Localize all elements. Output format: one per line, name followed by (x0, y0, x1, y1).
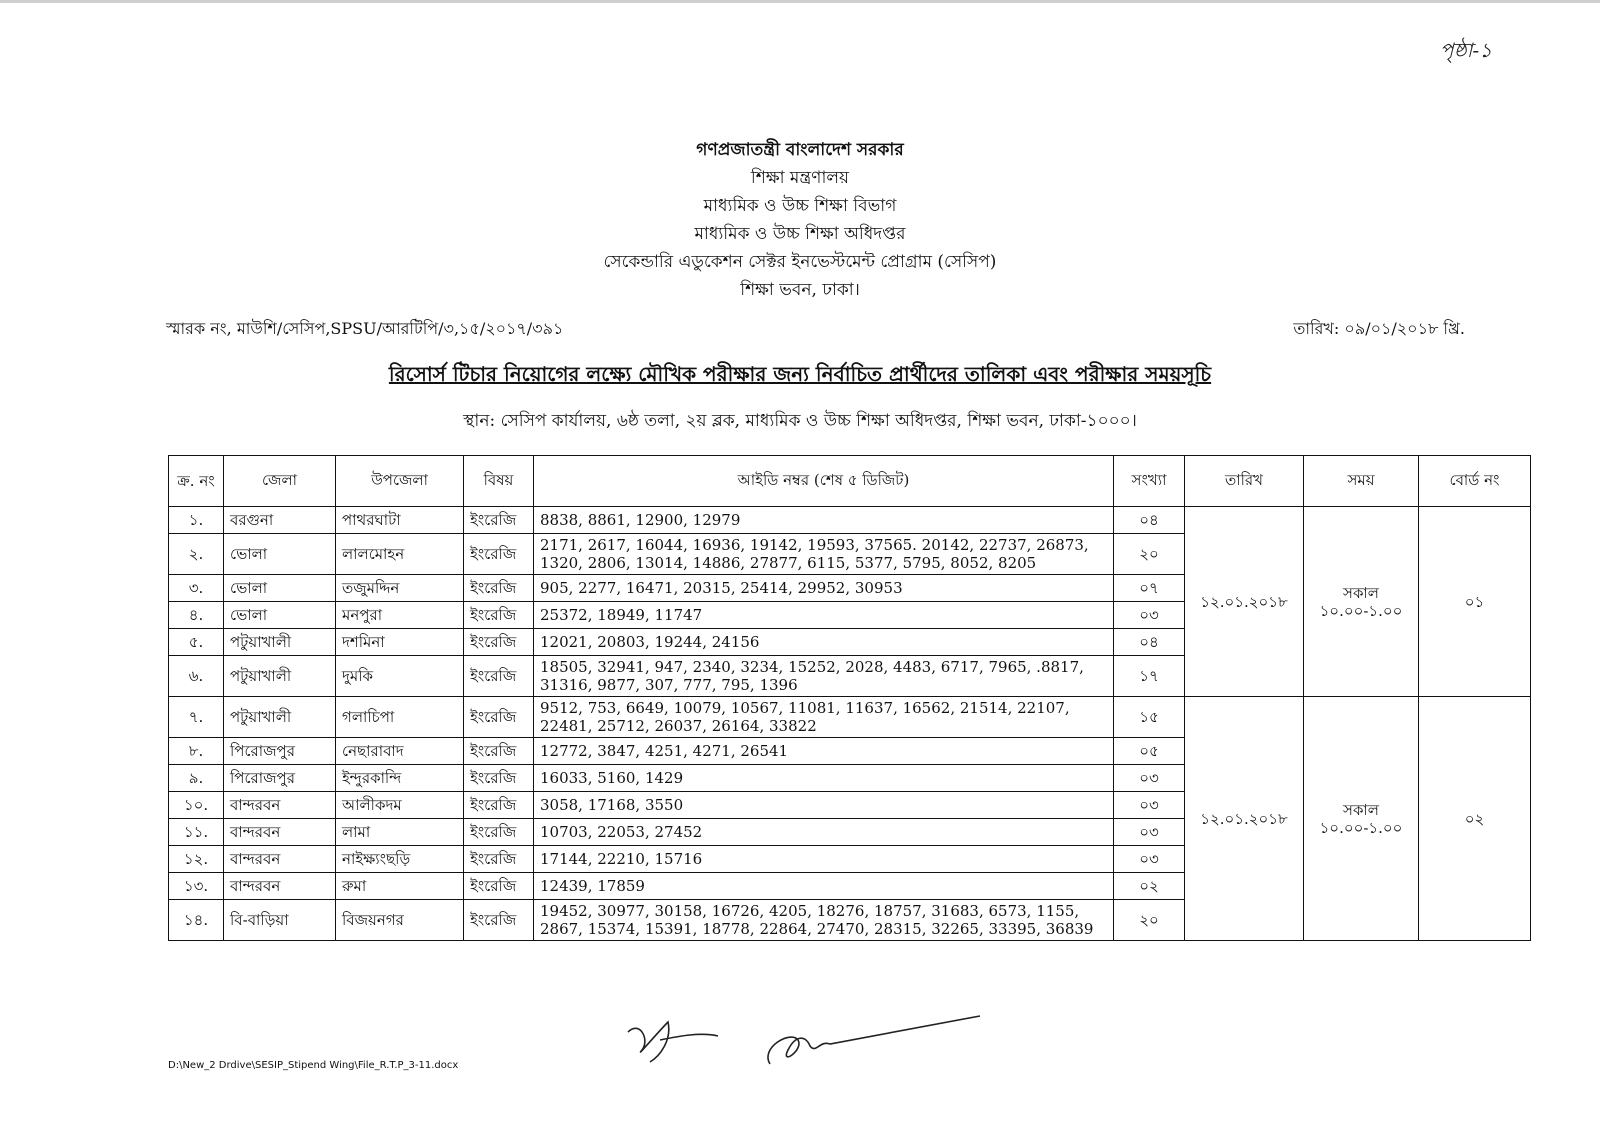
cell-ids: 12021, 20803, 19244, 24156 (534, 629, 1114, 656)
cell-ids: 18505, 32941, 947, 2340, 3234, 15252, 2028, 4483, 6717, 7965, .8817, 31316, 9877, 307, 777, 795, 1396 (534, 656, 1114, 697)
cell-district: পিরোজপুর (224, 765, 336, 792)
group-1-date: ১২.০১.২০১৮ (1185, 507, 1304, 697)
cell-upazila: আলীকদম (336, 792, 464, 819)
cell-subject: ইংরেজি (464, 846, 534, 873)
cell-count: ০২ (1114, 873, 1185, 900)
cell-serial: ১. (169, 507, 224, 534)
cell-count: ১৫ (1114, 697, 1185, 738)
cell-count: ২০ (1114, 900, 1185, 941)
header-ids: আইডি নম্বর (শেষ ৫ ডিজিট) (534, 456, 1114, 507)
cell-count: ০৩ (1114, 765, 1185, 792)
cell-serial: ৮. (169, 738, 224, 765)
cell-district: ভোলা (224, 602, 336, 629)
cell-serial: ৪. (169, 602, 224, 629)
cell-upazila: ইন্দুরকান্দি (336, 765, 464, 792)
cell-count: ০৭ (1114, 575, 1185, 602)
cell-subject: ইংরেজি (464, 575, 534, 602)
cell-serial: ২. (169, 534, 224, 575)
cell-ids: 12439, 17859 (534, 873, 1114, 900)
header-serial: ক্র. নং (169, 456, 224, 507)
cell-district: বান্দরবন (224, 873, 336, 900)
cell-count: ০৪ (1114, 629, 1185, 656)
header-board: বোর্ড নং (1419, 456, 1531, 507)
cell-district: বি-বাড়িয়া (224, 900, 336, 941)
cell-ids: 3058, 17168, 3550 (534, 792, 1114, 819)
cell-upazila: বিজয়নগর (336, 900, 464, 941)
signature-right (768, 1016, 980, 1064)
memo-number: স্মারক নং, মাউশি/সেসিপ,SPSU/আরটিপি/৩,১৫/২০১৭/৩৯১ (166, 319, 564, 338)
cell-upazila: পাথরঘাটা (336, 507, 464, 534)
schedule-table (168, 455, 1531, 941)
page-number-mark: পৃষ্ঠা-১ (1440, 38, 1493, 62)
group-1-time-label: সকাল (1343, 583, 1379, 602)
header-ministry: শিক্ষা মন্ত্রণালয় (750, 168, 850, 188)
cell-district: পটুয়াখালী (224, 697, 336, 738)
signature-left (628, 1022, 718, 1062)
cell-subject: ইংরেজি (464, 507, 534, 534)
group-2-board: ০২ (1419, 697, 1531, 941)
cell-district: ভোলা (224, 575, 336, 602)
cell-count: ০৪ (1114, 507, 1185, 534)
cell-upazila: দশমিনা (336, 629, 464, 656)
top-border-line (0, 0, 1600, 3)
cell-count: ০৩ (1114, 602, 1185, 629)
cell-district: বান্দরবন (224, 792, 336, 819)
header-program: সেকেন্ডারি এডুকেশন সেক্টর ইনভেস্টমেন্ট প্রোগ্রাম (সেসিপ) (603, 252, 997, 272)
document-date: তারিখ: ০৯/০১/২০১৮ খ্রি. (1293, 319, 1465, 338)
cell-subject: ইংরেজি (464, 819, 534, 846)
letterhead (0, 136, 1600, 304)
cell-serial: ১২. (169, 846, 224, 873)
cell-upazila: লালমোহন (336, 534, 464, 575)
cell-ids: 10703, 22053, 27452 (534, 819, 1114, 846)
cell-district: পটুয়াখালী (224, 629, 336, 656)
cell-serial: ১৪. (169, 900, 224, 941)
cell-district: ভোলা (224, 534, 336, 575)
cell-subject: ইংরেজি (464, 873, 534, 900)
cell-subject: ইংরেজি (464, 697, 534, 738)
header-address: শিক্ষা ভবন, ঢাকা। (740, 280, 860, 300)
header-government: গণপ্রজাতন্ত্রী বাংলাদেশ সরকার (696, 140, 904, 160)
cell-upazila: নাইক্ষ্যংছড়ি (336, 846, 464, 873)
header-time: সময় (1304, 456, 1419, 507)
table-row (169, 697, 1531, 738)
cell-district: পটুয়াখালী (224, 656, 336, 697)
document-title: রিসোর্স টিচার নিয়োগের লক্ষ্যে মৌখিক পরীক্ষার জন্য নির্বাচিত প্রার্থীদের তালিকা এবং পরীক্ষার সময়সূচি (388, 362, 1212, 386)
cell-ids: 17144, 22210, 15716 (534, 846, 1114, 873)
header-upazila: উপজেলা (336, 456, 464, 507)
cell-upazila: গলাচিপা (336, 697, 464, 738)
exam-venue: স্থান: সেসিপ কার্যালয়, ৬ষ্ঠ তলা, ২য় ব্লক, মাধ্যমিক ও উচ্চ শিক্ষা অধিদপ্তর, শিক্ষা ভবন, ঢাকা-১০০০। (463, 411, 1137, 431)
file-path-footer: D:\New_2 Drdive\SESIP_Stipend Wing\File_R.T.P_3-11.docx (168, 1060, 459, 1071)
cell-serial: ৫. (169, 629, 224, 656)
cell-district: পিরোজপুর (224, 738, 336, 765)
cell-subject: ইংরেজি (464, 629, 534, 656)
header-district: জেলা (224, 456, 336, 507)
header-directorate: মাধ্যমিক ও উচ্চ শিক্ষা অধিদপ্তর (694, 224, 906, 244)
cell-upazila: মনপুরা (336, 602, 464, 629)
header-count: সংখ্যা (1114, 456, 1185, 507)
cell-serial: ১৩. (169, 873, 224, 900)
cell-count: ০৩ (1114, 846, 1185, 873)
cell-count: ০৫ (1114, 738, 1185, 765)
cell-ids: 2171, 2617, 16044, 16936, 19142, 19593, 37565. 20142, 22737, 26873, 1320, 2806, 13014, 14886, 27877, 6115, 5377, 5795, 8052, 8205 (534, 534, 1114, 575)
group-2-time-label: সকাল (1343, 800, 1379, 819)
cell-subject: ইংরেজি (464, 900, 534, 941)
header-subject: বিষয় (464, 456, 534, 507)
cell-serial: ১০. (169, 792, 224, 819)
cell-district: বান্দরবন (224, 846, 336, 873)
cell-subject: ইংরেজি (464, 792, 534, 819)
cell-count: ১৭ (1114, 656, 1185, 697)
cell-upazila: নেছারাবাদ (336, 738, 464, 765)
cell-ids: 905, 2277, 16471, 20315, 25414, 29952, 30953 (534, 575, 1114, 602)
cell-upazila: তজুমদ্দিন (336, 575, 464, 602)
group-1-board: ০১ (1419, 507, 1531, 697)
cell-ids: 12772, 3847, 4251, 4271, 26541 (534, 738, 1114, 765)
group-2-date: ১২.০১.২০১৮ (1185, 697, 1304, 941)
table-row (169, 507, 1531, 534)
cell-upazila: লামা (336, 819, 464, 846)
signatures (620, 1010, 1040, 1080)
cell-ids: 8838, 8861, 12900, 12979 (534, 507, 1114, 534)
cell-count: ০৩ (1114, 792, 1185, 819)
cell-serial: ৯. (169, 765, 224, 792)
cell-subject: ইংরেজি (464, 602, 534, 629)
cell-ids: 9512, 753, 6649, 10079, 10567, 11081, 11637, 16562, 21514, 22107, 22481, 25712, 26037, 26164, 33822 (534, 697, 1114, 738)
cell-serial: ৩. (169, 575, 224, 602)
group-1-time-range: ১০.০০-১.০০ (1319, 601, 1403, 620)
cell-ids: 16033, 5160, 1429 (534, 765, 1114, 792)
cell-subject: ইংরেজি (464, 738, 534, 765)
cell-count: ২০ (1114, 534, 1185, 575)
header-date: তারিখ (1185, 456, 1304, 507)
cell-upazila: দুমকি (336, 656, 464, 697)
cell-ids: 25372, 18949, 11747 (534, 602, 1114, 629)
cell-district: বরগুনা (224, 507, 336, 534)
cell-ids: 19452, 30977, 30158, 16726, 4205, 18276, 18757, 31683, 6573, 1155, 2867, 15374, 15391, 18778, 22864, 27470, 28315, 32265, 33395, 36839 (534, 900, 1114, 941)
cell-subject: ইংরেজি (464, 765, 534, 792)
cell-serial: ১১. (169, 819, 224, 846)
cell-serial: ৬. (169, 656, 224, 697)
table-header-row (169, 456, 1531, 507)
cell-serial: ৭. (169, 697, 224, 738)
group-2-time-range: ১০.০০-১.০০ (1319, 818, 1403, 837)
group-1-time (1304, 507, 1419, 697)
cell-subject: ইংরেজি (464, 656, 534, 697)
header-division: মাধ্যমিক ও উচ্চ শিক্ষা বিভাগ (703, 196, 897, 216)
cell-district: বান্দরবন (224, 819, 336, 846)
cell-upazila: রুমা (336, 873, 464, 900)
group-2-time (1304, 697, 1419, 941)
cell-subject: ইংরেজি (464, 534, 534, 575)
cell-count: ০৩ (1114, 819, 1185, 846)
